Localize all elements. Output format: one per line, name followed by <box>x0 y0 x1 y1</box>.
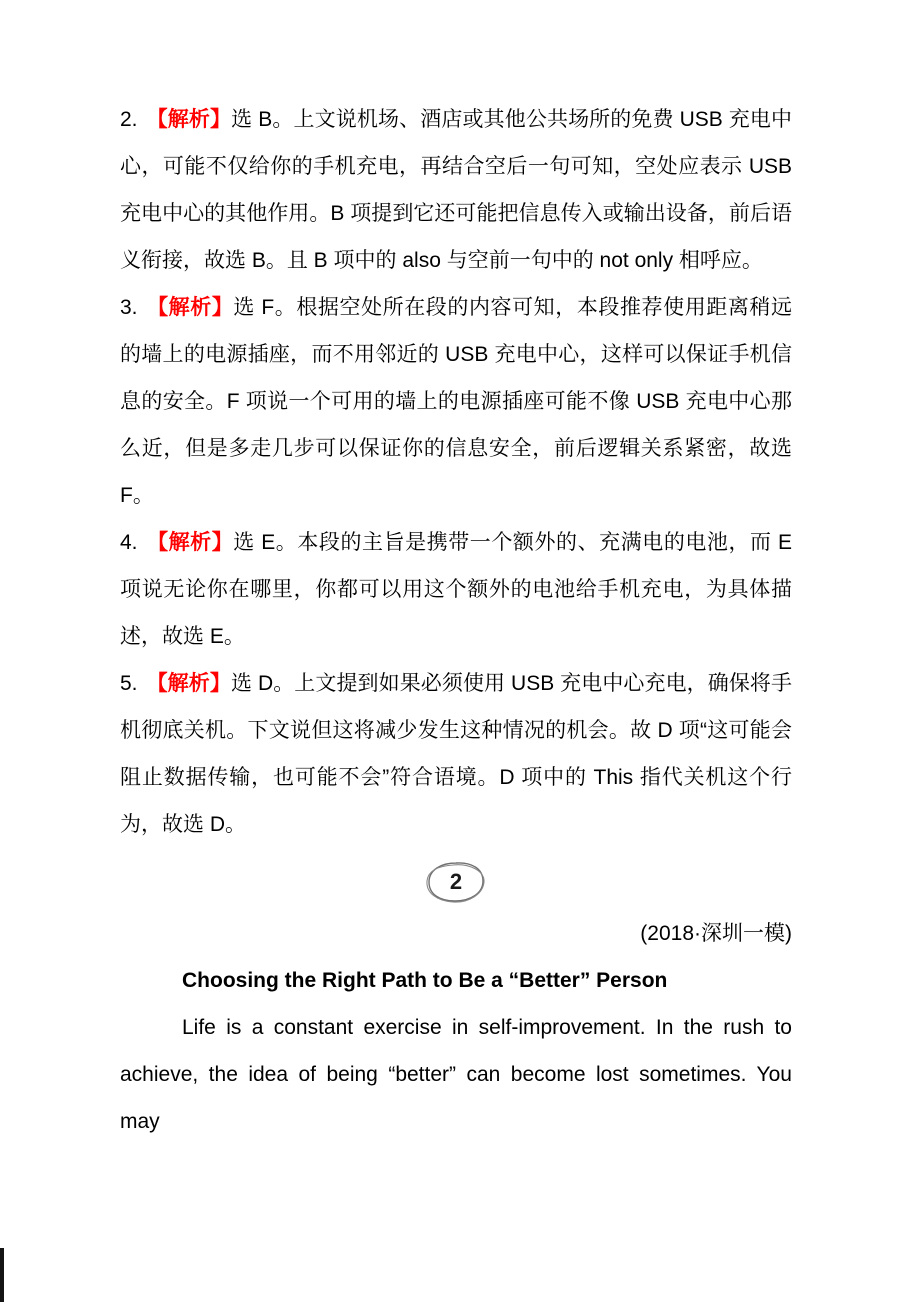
analysis-text: 选 D。上文提到如果必须使用 USB 充电中心充电，确保将手机彻底关机。下文说但这将减少发生这种情况的机会。故 D 项“这可能会阻止数据传输，也可能不会”符合语境。D 项中的 This 指代关机这个行为，故选 D。 <box>120 672 793 836</box>
section-number: 2 <box>449 869 463 895</box>
analysis-label: 【解析】 <box>146 296 234 319</box>
analysis-item <box>120 96 792 284</box>
passage-paragraph: Life is a constant exercise in self-improvement. In the rush to achieve, the idea of being “better” can become lost sometimes. You may <box>120 1016 792 1133</box>
analysis-label: 【解析】 <box>146 531 234 554</box>
analysis-label: 【解析】 <box>146 108 232 131</box>
item-number: 2. <box>120 108 138 131</box>
analysis-label: 【解析】 <box>146 672 231 695</box>
page-edge-artifact <box>0 1248 4 1302</box>
analysis-item <box>120 519 792 660</box>
analysis-item <box>120 660 792 848</box>
analysis-text: 选 B。上文说机场、酒店或其他公共场所的免费 USB 充电中心，可能不仅给你的手机充电，再结合空后一句可知，空处应表示 USB 充电中心的其他作用。B 项提到它还可能把信息传入或输出设备，前后语义衔接，故选 B。且 B 项中的 also 与空前一句中的 not only 相呼应。 <box>120 108 793 272</box>
section-divider <box>120 858 792 910</box>
item-number: 4. <box>120 531 138 554</box>
section-number-badge <box>425 859 487 905</box>
source-reference: (2018·深圳一模) <box>640 922 792 945</box>
item-number: 5. <box>120 672 138 695</box>
analysis-text: 选 F。根据空处所在段的内容可知，本段推荐使用距离稍远的墙上的电源插座，而不用邻近的 USB 充电中心，这样可以保证手机信息的安全。F 项说一个可用的墙上的电源插座可能不像 USB 充电中心那么近，但是多走几步可以保证你的信息安全，前后逻辑关系紧密，故选 F。 <box>120 296 792 507</box>
item-number: 3. <box>120 296 138 319</box>
analysis-item <box>120 284 792 519</box>
analysis-text: 选 E。本段的主旨是携带一个额外的、充满电的电池，而 E 项说无论你在哪里，你都可以用这个额外的电池给手机充电，为具体描述，故选 E。 <box>120 531 792 648</box>
passage-title: Choosing the Right Path to Be a “Better” Person <box>182 969 668 992</box>
